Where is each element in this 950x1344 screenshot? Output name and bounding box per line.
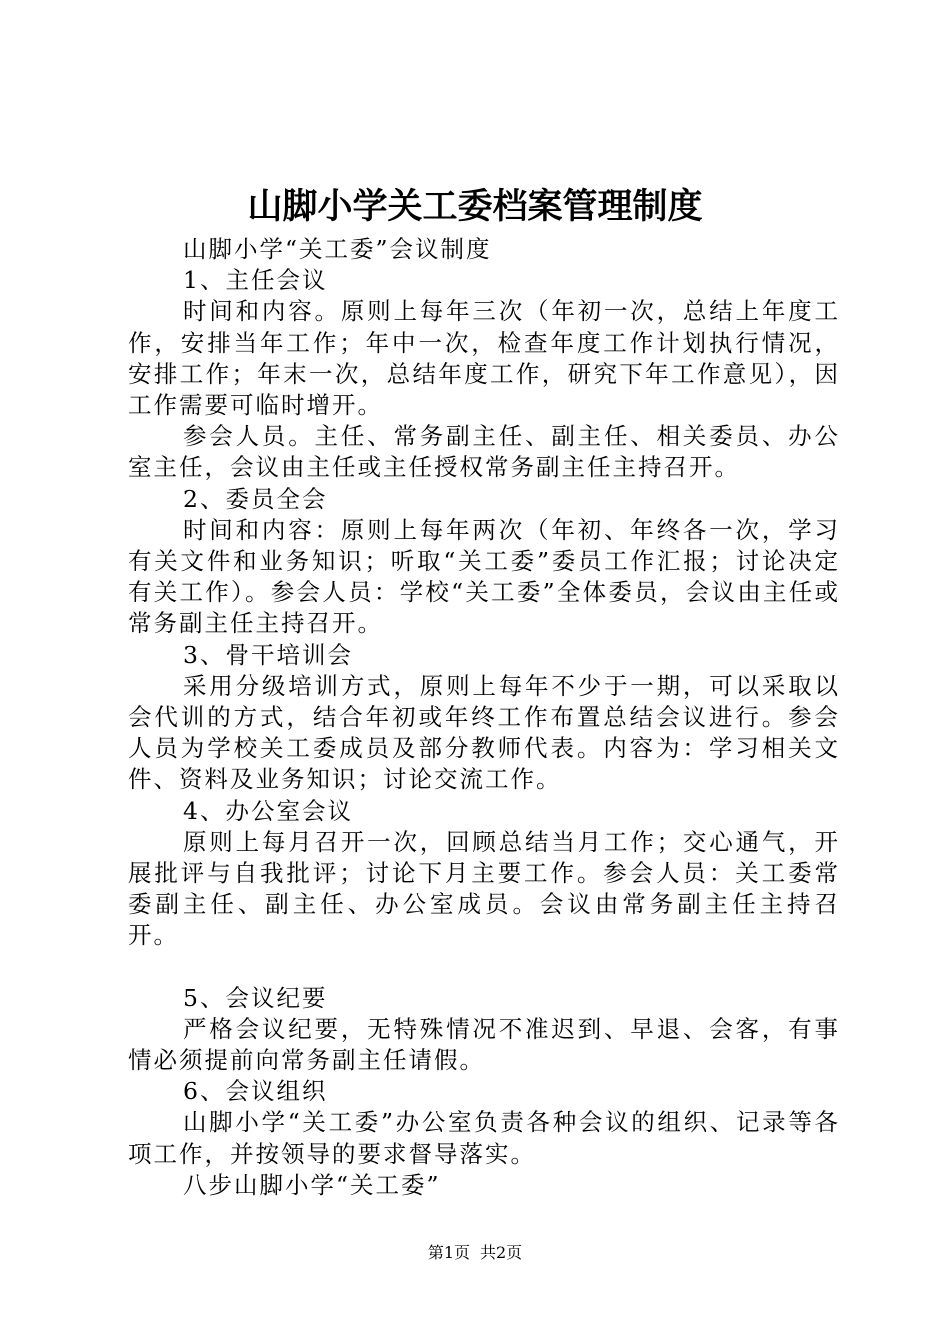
paragraph-plenary-meeting: 时间和内容：原则上每年两次（年初、年终各一次，学习有关文件和业务知识；听取“关工委”委员工作汇报；讨论决定有关工作）。参会人员：学校“关工委”全体委员，会议由主任或常务副主任主持召开。	[128, 515, 840, 638]
paragraph-office-meeting: 原则上每月召开一次，回顾总结当月工作；交心通气，开展批评与自我批评；讨论下月主要工作。参会人员：关工委常委副主任、副主任、办公室成员。会议由常务副主任主持召开。	[128, 827, 840, 950]
page-number: 第1页	[427, 1243, 470, 1262]
section-heading-director-meeting: 1、主任会议	[183, 266, 328, 295]
page-footer	[0, 1243, 950, 1263]
section-heading-meeting-discipline: 5、会议纪要	[183, 983, 328, 1012]
paragraph-meeting-organization: 山脚小学“关工委”办公室负责各种会议的组织、记录等各项工作，并按领导的要求督导落实。	[128, 1108, 840, 1168]
signature-line: 八步山脚小学“关工委”	[183, 1170, 441, 1199]
document-title: 山脚小学关工委档案管理制度	[247, 186, 703, 227]
page-total: 共2页	[480, 1243, 523, 1262]
section-heading-training: 3、骨干培训会	[183, 640, 353, 669]
section-heading-meeting-organization: 6、会议组织	[183, 1077, 328, 1106]
paragraph-meeting-system-heading: 山脚小学“关工委”会议制度	[183, 235, 492, 263]
document-body	[128, 234, 840, 1201]
paragraph-meeting-discipline: 严格会议纪要，无特殊情况不准迟到、早退、会客，有事情必须提前向常务副主任请假。	[128, 1014, 840, 1075]
section-heading-plenary-meeting: 2、委员全会	[183, 484, 328, 513]
paragraph-director-meeting-time: 时间和内容。原则上每年三次（年初一次，总结上年度工作，安排当年工作；年中一次，检查年度工作计划执行情况，安排工作；年末一次，总结年度工作，研究下年工作意见），因工作需要可临时增开。	[128, 297, 840, 420]
section-heading-office-meeting: 4、办公室会议	[183, 796, 353, 825]
paragraph-training: 采用分级培训方式，原则上每年不少于一期，可以采取以会代训的方式，结合年初或年终工作布置总结会议进行。参会人员为学校关工委成员及部分教师代表。内容为：学习相关文件、资料及业务知识；讨论交流工作。	[128, 671, 840, 794]
paragraph-director-meeting-attendees: 参会人员。主任、常务副主任、副主任、相关委员、办公室主任，会议由主任或主任授权常务副主任主持召开。	[128, 422, 840, 482]
